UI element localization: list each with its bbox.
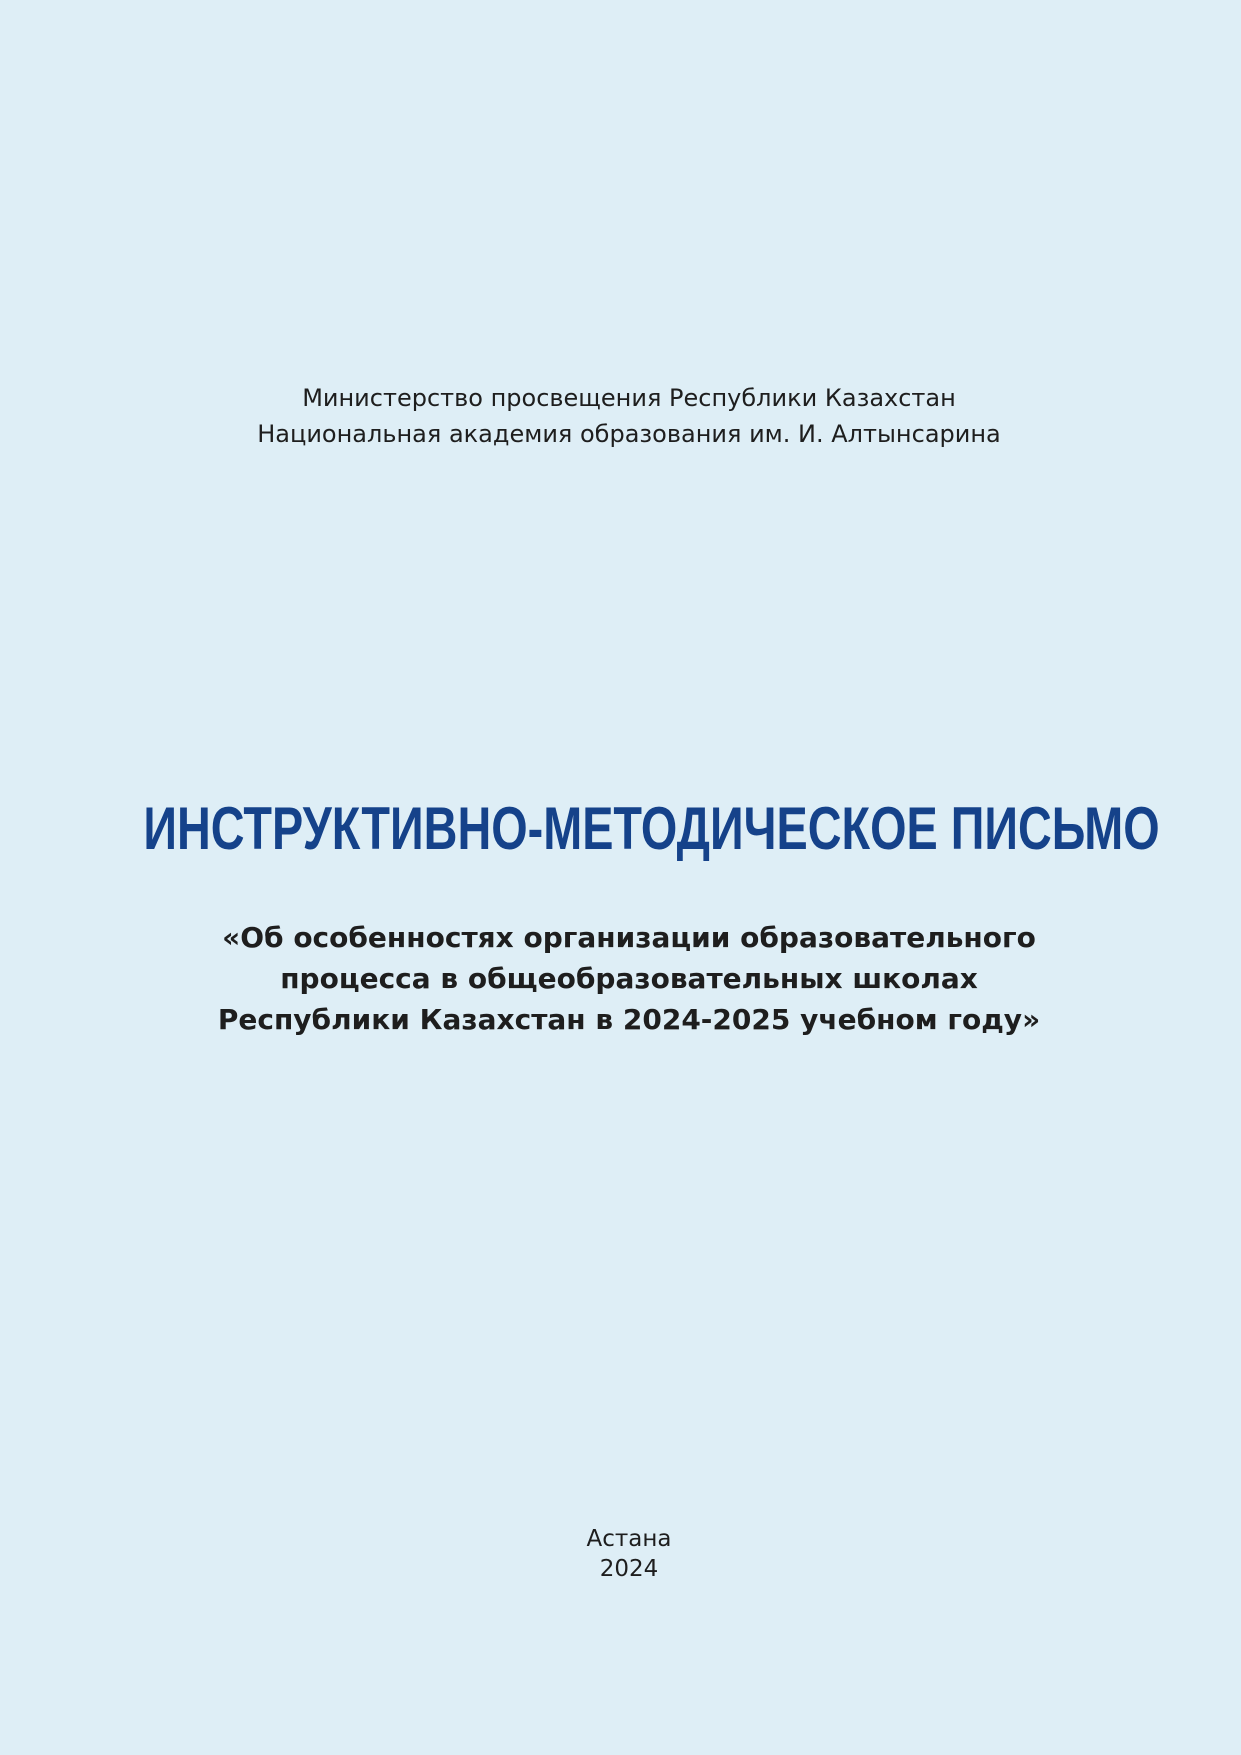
publication-year: 2024 — [599, 1556, 659, 1582]
ministry-name: Министерство просвещения Республики Казахстан — [302, 384, 956, 412]
subject-line-3: Республики Казахстан в 2024-2025 учебном году» — [217, 1003, 1041, 1036]
subject-line-1: «Об особенностях организации образовательного — [222, 921, 1036, 954]
issuer-block — [0, 380, 1241, 452]
academy-name: Национальная академия образования им. И. Алтынсарина — [257, 420, 1001, 448]
document-subject — [0, 917, 1241, 1040]
document-title — [0, 795, 1241, 863]
subject-line-2: процесса в общеобразовательных школах — [280, 962, 978, 995]
city-name: Астана — [586, 1526, 672, 1552]
document-title-text: ИНСТРУКТИВНО-МЕТОДИЧЕСКОЕ ПИСЬМО — [143, 795, 1160, 862]
place-and-year — [0, 1524, 1241, 1584]
